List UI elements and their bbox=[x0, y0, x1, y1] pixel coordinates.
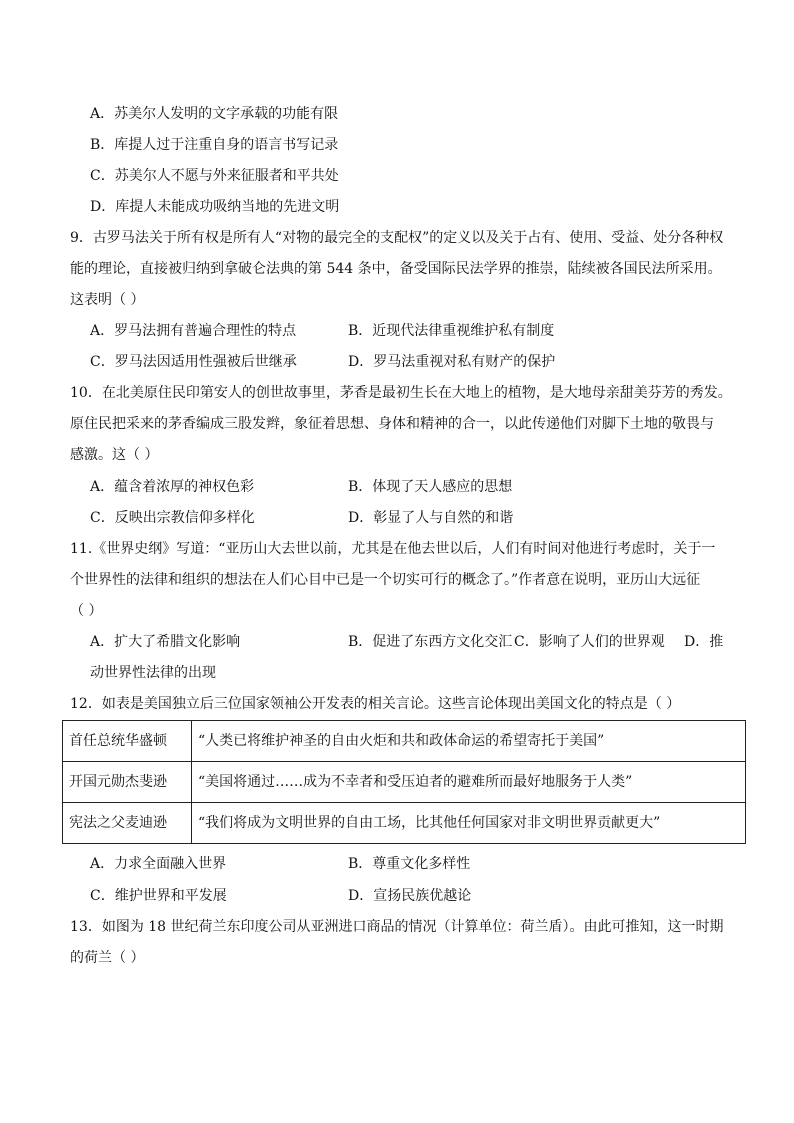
q10-stem-line-3: 感激。这（ ） bbox=[70, 447, 159, 463]
q8-option-a: A．苏美尔人发明的文字承载的功能有限 bbox=[90, 106, 339, 122]
q9-stem-line-3: 这表明（ ） bbox=[70, 292, 145, 308]
table-row bbox=[63, 721, 746, 762]
q13-stem-line-2: 的荷兰（ ） bbox=[70, 950, 145, 966]
q11-option-d: D．推 bbox=[684, 634, 724, 650]
q9-option-d: D．罗马法重视对私有财产的保护 bbox=[348, 354, 556, 370]
quotes-table bbox=[62, 720, 746, 844]
q11-option-a: A．扩大了希腊文化影响 bbox=[90, 634, 241, 650]
q8-option-d: D．库提人未能成功吸纳当地的先进文明 bbox=[90, 199, 340, 215]
q10-option-a: A．蕴含着浓厚的神权色彩 bbox=[90, 479, 255, 495]
q11-option-c: C．影响了人们的世界观 bbox=[514, 634, 665, 650]
q9-option-a: A．罗马法拥有普遍合理性的特点 bbox=[90, 323, 297, 339]
speaker-cell: 宪法之父麦迪逊 bbox=[63, 803, 192, 844]
q12-option-b: B．尊重文化多样性 bbox=[348, 856, 471, 872]
table-row bbox=[63, 803, 746, 844]
q10-option-d: D．彰显了人与自然的和谐 bbox=[348, 510, 514, 526]
table-row bbox=[63, 762, 746, 803]
q9-stem-line-1: 9．古罗马法关于所有权是所有人“对物的最完全的支配权”的定义以及关于占有、使用、受益、处分各种权 bbox=[70, 230, 724, 246]
speaker-cell: 开国元勋杰斐逊 bbox=[63, 762, 192, 803]
q13-stem-line-1: 13．如图为 18 世纪荷兰东印度公司从亚洲进口商品的情况（计算单位：荷兰盾）。由此可推知，这一时期 bbox=[70, 919, 724, 935]
q12-option-c: C．维护世界和平发展 bbox=[90, 888, 227, 904]
q12-stem: 12．如表是美国独立后三位国家领袖公开发表的相关言论。这些言论体现出美国文化的特点是（ ） bbox=[70, 696, 681, 712]
quote-cell: “人类已将维护神圣的自由火炬和共和政体命运的希望寄托于美国” bbox=[192, 721, 746, 762]
q11-stem-line-1: 11.《世界史纲》写道：“亚历山大去世以前，尤其是在他去世以后，人们有时间对他进行考虑时，关于一 bbox=[70, 541, 716, 557]
q9-stem-line-2: 能的理论，直接被归纳到拿破仑法典的第 544 条中，备受国际民法学界的推崇，陆续被各国民法所采用。 bbox=[70, 261, 722, 277]
q9-option-b: B．近现代法律重视维护私有制度 bbox=[348, 323, 555, 339]
q11-stem-line-2: 个世界性的法律和组织的想法在人们心目中已是一个切实可行的概念了。”作者意在说明，亚历山大远征 bbox=[70, 572, 701, 588]
q8-option-c: C．苏美尔人不愿与外来征服者和平共处 bbox=[90, 168, 339, 184]
speaker-cell: 首任总统华盛顿 bbox=[63, 721, 192, 762]
q11-option-b: B．促进了东西方文化交汇 bbox=[348, 634, 513, 650]
q10-option-c: C．反映出宗教信仰多样化 bbox=[90, 510, 255, 526]
q12-option-d: D．宣扬民族优越论 bbox=[348, 888, 472, 904]
q10-stem-line-1: 10．在北美原住民印第安人的创世故事里，茅香是最初生长在大地上的植物，是大地母亲甜美芬芳的秀发。 bbox=[70, 385, 732, 401]
q11-option-d-continued: 动世界性法律的出现 bbox=[90, 665, 216, 681]
q10-stem-line-2: 原住民把采来的茅香编成三股发辫，象征着思想、身体和精神的合一，以此传递他们对脚下土地的敬畏与 bbox=[70, 416, 714, 432]
quote-cell: “美国将通过……成为不幸者和受压迫者的避难所而最好地服务于人类” bbox=[192, 762, 746, 803]
q12-option-a: A．力求全面融入世界 bbox=[90, 856, 227, 872]
q11-stem-line-3: （ ） bbox=[70, 603, 103, 619]
quote-cell: “我们将成为文明世界的自由工场，比其他任何国家对非文明世界贡献更大” bbox=[192, 803, 746, 844]
q9-option-c: C．罗马法因适用性强被后世继承 bbox=[90, 354, 297, 370]
q8-option-b: B．库提人过于注重自身的语言书写记录 bbox=[90, 137, 339, 153]
q10-option-b: B．体现了天人感应的思想 bbox=[348, 479, 513, 495]
